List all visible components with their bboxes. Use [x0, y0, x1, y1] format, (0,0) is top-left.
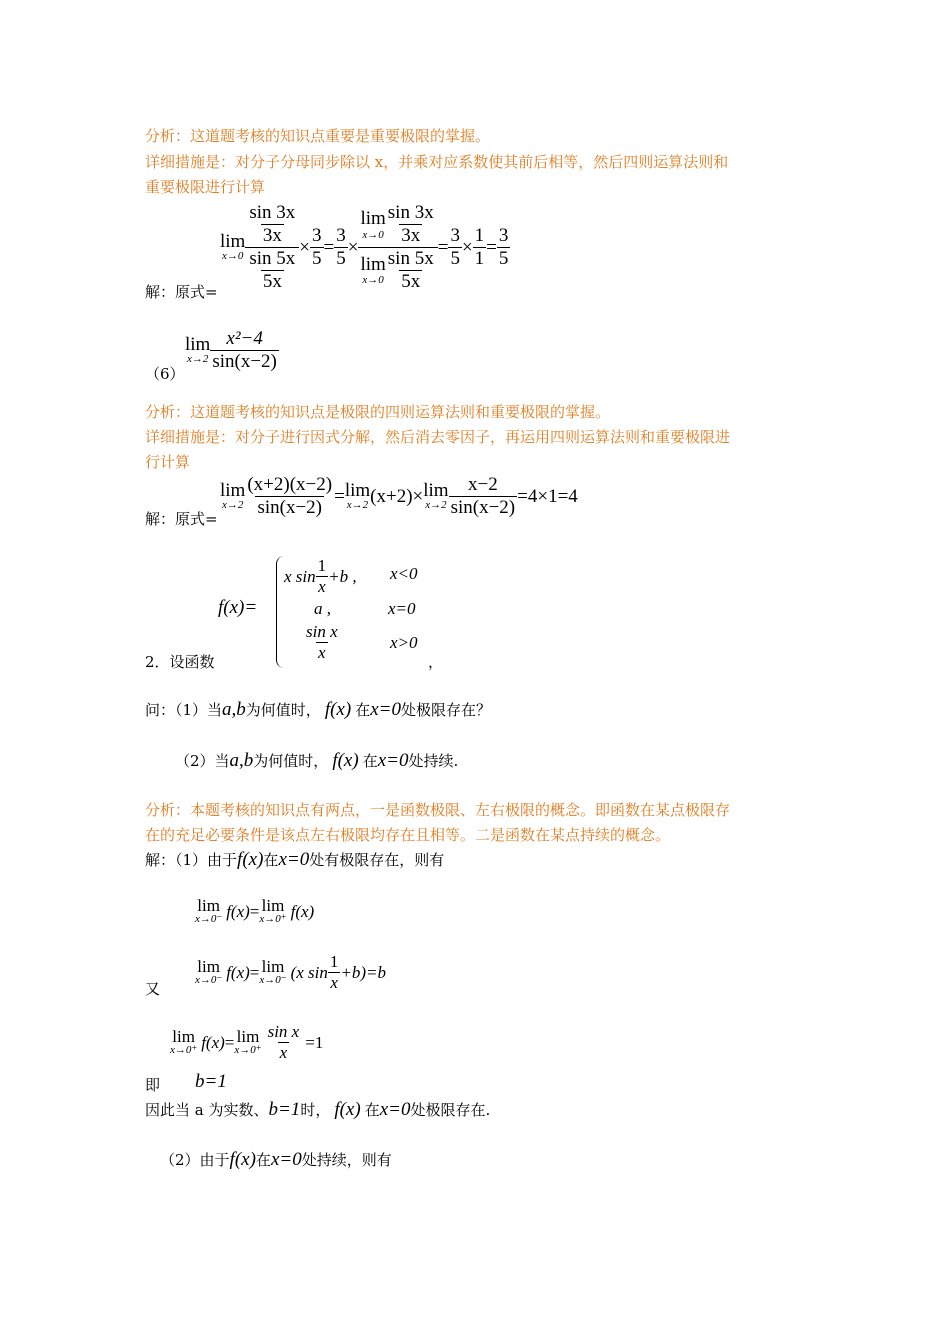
- piece-2-expr: a ,: [314, 599, 331, 618]
- left-limit-equation: lim x→0⁻ f(x) = lim x→0⁻ (x sin 1 x +b)=b: [195, 952, 386, 992]
- formula-5: lim x→0 $\frac{\frac{\sin 3x}{3x}}{\frac{\sin 5x}{5x}}$ × $\frac{3}{5}$ = $\frac{3}{5}$ × lim x→0 sin 3x 3x lim x→0 sin 5x 5x = $\frac{3}{5}$ × $\frac{1}{1}$ = $\frac{3}{5}$: [220, 202, 509, 292]
- piecewise-fx-label: f(x)=: [218, 597, 258, 618]
- ask-1: 问：（1）当 a,b 为何值时， f(x) 在 x=0 处极限存在？: [145, 699, 491, 720]
- ask-2: （2）当 a,b 为何值时， f(x) 在 x=0 处持续.: [175, 750, 459, 771]
- right-limit-equation: lim x→0⁺ f(x) = lim x→0⁺ $\frac{\text{sin x}}{x}$ =1: [170, 1022, 324, 1062]
- method-6-line2: 行计算: [145, 453, 191, 471]
- you-label: 又: [145, 980, 161, 998]
- piece-3-expr: $\frac{\text{sin x}}{x}$: [306, 622, 338, 662]
- analysis-6: 分析：这道题考核的知识点是极限的四则运算法则和重要极限的掌握。: [145, 403, 611, 421]
- piece-2-cond: x=0: [388, 599, 416, 618]
- solution-label-5: 解：原式=: [145, 283, 218, 301]
- compound-fraction: $\frac{\frac{\sin 3x}{3x}}{\frac{\sin 5x}{5x}}$: [245, 202, 299, 292]
- piece-3-cond: x>0: [390, 633, 418, 652]
- ji-label: 即: [145, 1076, 161, 1094]
- question-2-label: 2．设函数: [145, 653, 215, 671]
- analysis-q2-line2: 在的充足必要条件是该点左右极限均存在且相等。二是函数在某点持续的概念。: [145, 826, 671, 844]
- analysis-q2-line1: 分析：本题考核的知识点有两点，一是函数极限、左右极限的概念。即函数在某点极限存: [145, 801, 731, 819]
- piecewise-comma: ，: [428, 653, 444, 671]
- method-5-line2: 重要极限进行计算: [145, 178, 266, 196]
- piece-1-cond: x<0: [390, 564, 418, 583]
- limit-operator: lim x→0: [220, 231, 246, 263]
- analysis-5: 分析：这道题考核的知识点重要是重要极限的掌握。: [145, 127, 491, 145]
- left-right-limit-equation: lim x→0⁻ f(x) = lim x→0⁺ f(x): [195, 896, 315, 925]
- solution-label-6: 解：原式=: [145, 510, 218, 528]
- method-5-line1: 详细措施是：对分子分母同步除以 x，并乘对应系数使其前后相等，然后四则运算法则和: [145, 153, 729, 171]
- problem-6-label: （6）: [145, 365, 185, 383]
- b-equals-1: b=1: [195, 1071, 227, 1092]
- formula-6: lim x→2 $\frac{(x+2)(x-2)}{\sin(x-2)}$ = lim x→2 (x+2) × lim x→2 $\frac{x-2}{\sin(x-2)}$ =4×1=4: [220, 474, 578, 518]
- solution-2-intro: （2）由于 f(x) 在 x=0 处持续，则有: [160, 1149, 392, 1170]
- conclusion-1: 因此当 a 为实数、 b=1 时， f(x) 在 x=0 处极限存在.: [145, 1099, 491, 1120]
- piece-1-expr: x sin 1 x +b ,: [284, 556, 357, 596]
- problem-6-expression: lim x→2 x²−4 sin(x−2): [185, 328, 277, 372]
- method-6-line1: 详细措施是：对分子进行因式分解，然后消去零因子，再运用四则运算法则和重要极限进: [145, 428, 731, 446]
- solution-1-intro: 解：（1）由于 f(x) 在 x=0 处有极限存在，则有: [145, 849, 445, 870]
- limit-ratio: lim x→0 sin 3x 3x lim x→0 sin 5x 5x: [358, 202, 437, 292]
